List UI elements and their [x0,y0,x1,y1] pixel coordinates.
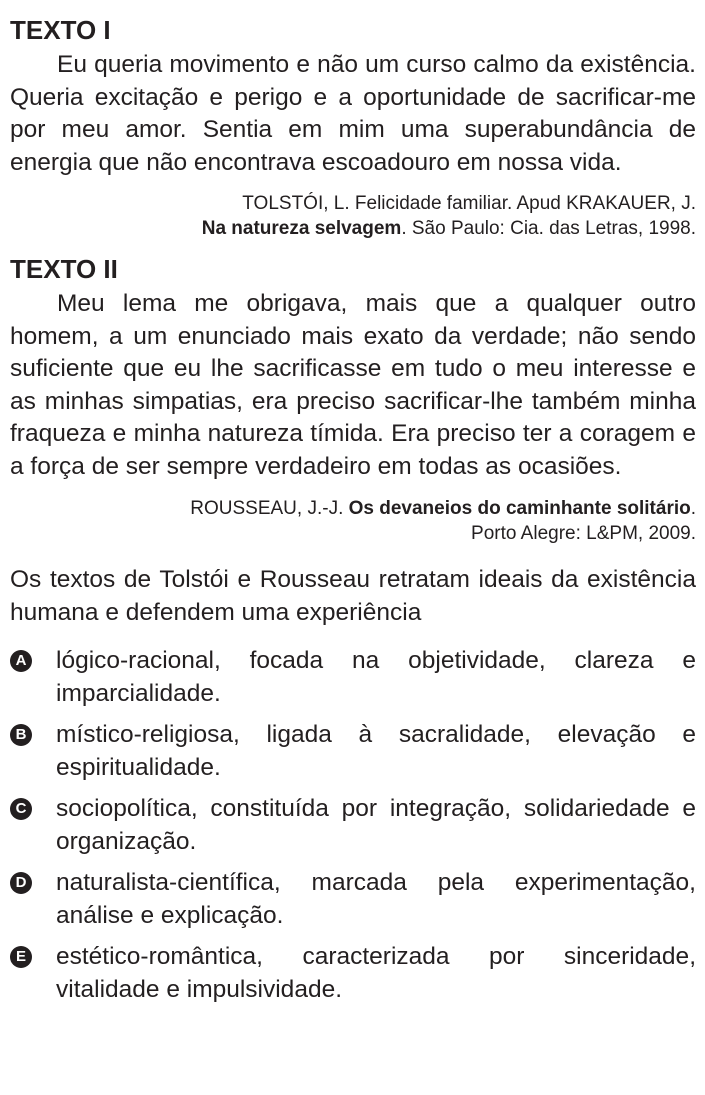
texto1-citation-line1: TOLSTÓI, L. Felicidade familiar. Apud KRAKAUER, J. [242,193,696,214]
option-c[interactable] [10,793,696,858]
texto2-citation-author: ROUSSEAU, J.-J. [190,498,349,519]
option-c-text: sociopolítica, constituída por integração, solidariedade e organização. [56,795,696,855]
option-a-text: lógico-racional, focada na objetividade, clareza e imparcialidade. [56,647,696,707]
texto2-citation-line1 [10,496,696,521]
option-c-letter-badge[interactable]: C [10,798,32,820]
texto1-body: Eu queria movimento e não um curso calmo da existência. Queria excitação e perigo e a oportunidade de sacrificar-me por meu amor. Sentia em mim uma superabundância de energia que não encontrava escoadouro em nossa vida. [10,51,696,176]
option-e-letter-badge[interactable]: E [10,946,32,968]
option-e-text: estético-romântica, caracterizada por sinceridade, vitalidade e impulsividade. [56,943,696,1003]
option-b-text: místico-religiosa, ligada à sacralidade, elevação e espiritualidade. [56,721,696,781]
question-stem: Os textos de Tolstói e Rousseau retratam ideais da existência humana e defendem uma experiência [10,566,696,626]
texto2-citation-line2: Porto Alegre: L&PM, 2009. [471,523,696,544]
option-a-letter-badge[interactable]: A [10,650,32,672]
texto1-heading: TEXTO I [10,15,111,45]
option-b[interactable] [10,719,696,784]
texto1-citation-rest: . São Paulo: Cia. das Letras, 1998. [401,218,696,239]
exam-question [10,14,696,1015]
texto1-citation-title: Na natureza selvagem [201,218,402,239]
option-d-letter-badge[interactable]: D [10,872,32,894]
option-e[interactable] [10,941,696,1006]
texto2-citation-title: Os devaneios do caminhante solitário [348,498,691,519]
texto1-citation [10,191,696,241]
texto2-body: Meu lema me obrigava, mais que a qualquer outro homem, a um enunciado mais exato da verdade; não sendo suficiente que eu lhe sacrificasse em tudo o meu interesse e as minhas simpatias, era preciso sacrificar-lhe também minha fraqueza e minha natureza tímida. Era preciso ter a coragem e a força de ser sempre verdadeiro em todas as ocasiões. [10,290,696,480]
texto2-citation-period: . [690,498,696,519]
answer-options [10,645,696,1006]
option-d-text: naturalista-científica, marcada pela experimentação, análise e explicação. [56,869,696,929]
texto2-heading: TEXTO II [10,254,118,284]
option-d[interactable] [10,867,696,932]
texto1-citation-line2 [10,216,696,241]
texto2-citation [10,496,696,546]
option-a[interactable] [10,645,696,710]
option-b-letter-badge[interactable]: B [10,724,32,746]
